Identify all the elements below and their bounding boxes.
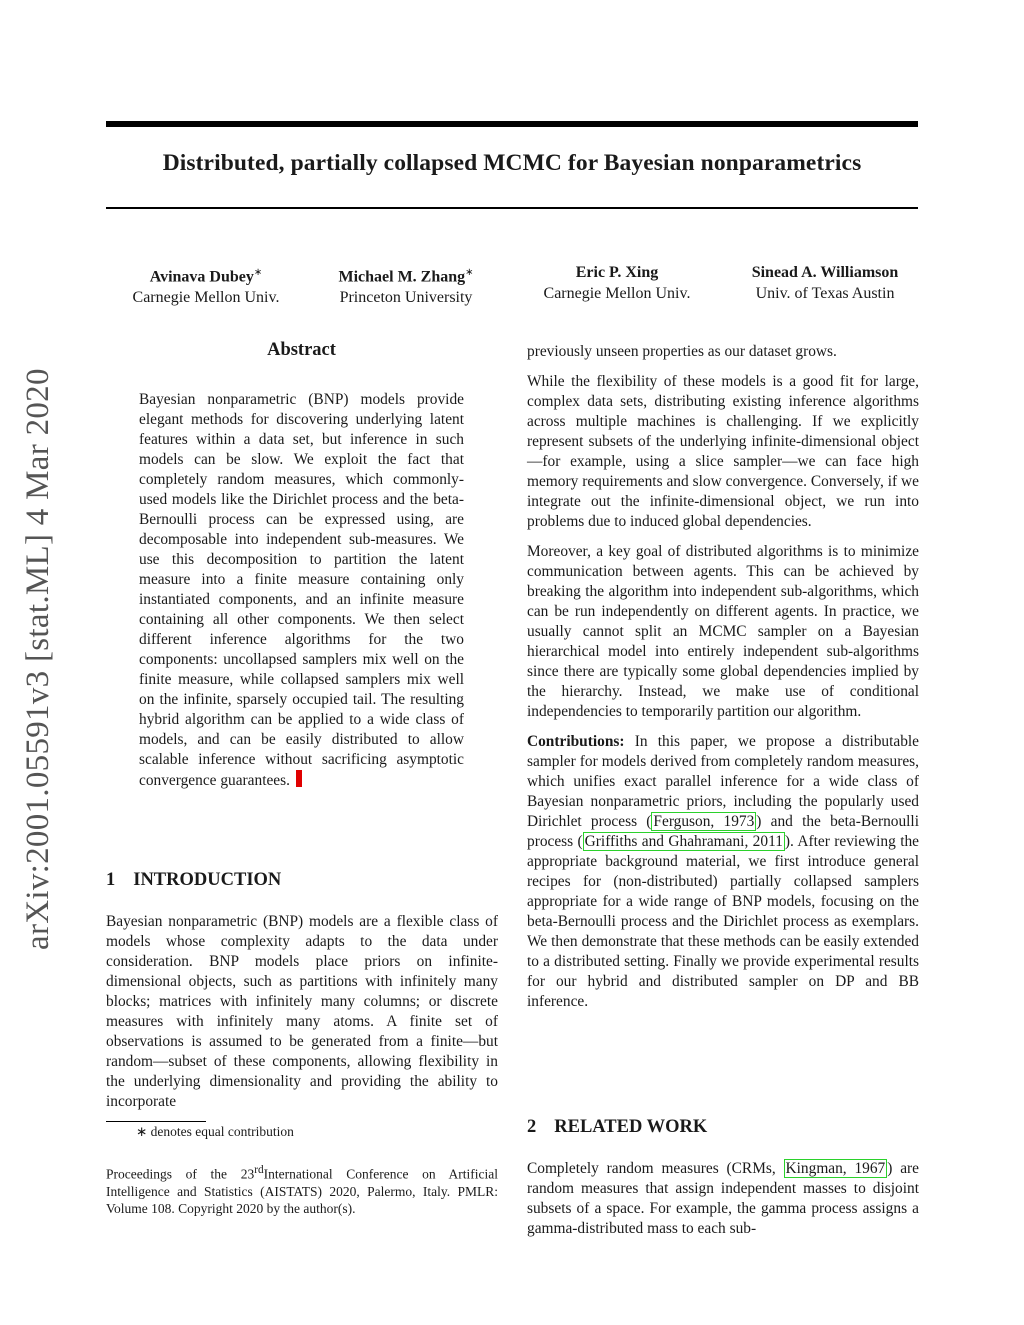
author-2 — [296, 262, 516, 308]
arxiv-stamp: arXiv:2001.05591v3 [stat.ML] 4 Mar 2020 — [20, 368, 56, 950]
author-name: Eric P. Xing — [575, 264, 659, 281]
related-work-paragraph — [527, 1159, 919, 1249]
contributions-text-2: ) and the beta-Bernoulli process ( — [527, 813, 919, 850]
author-mark: ∗ — [465, 267, 474, 278]
section-number: 2 — [527, 1117, 537, 1137]
right-column — [527, 342, 919, 1022]
contributions-text-3: ). After reviewing the appropriate background material, we first introduce general recipes for (non-distributed) partially collapsed samplers appropriate for a wide range of BNP models, focusing on the beta-Bernoulli process and the Dirichlet process as exemplars. We then demonstrate that these methods can be easily extended to a distributed setting. Finally we provide experimental results for our hybrid and distributed sampler on DP and BB inference. — [527, 833, 919, 1010]
qed-marker-icon — [296, 770, 302, 787]
continuation-text: previously unseen properties as our dataset grows. — [527, 343, 837, 360]
author-name: Sinead A. Williamson — [751, 264, 899, 281]
abstract-text: Bayesian nonparametric (BNP) models provide elegant methods for discovering underlying latent features within a data set, but inference in such models can be slow. We exploit the fact that completely random measures, which commonly-used models like the Dirichlet process and the beta-Bernoulli process can be expressed using, are decomposable into independent sub-measures. We use this decomposition to partition the latent measure into a finite measure containing only instantiated components, and an infinite measure containing all other components. We then select different inference algorithms for the two components: uncollapsed samplers mix well on the finite measure, while collapsed samplers mix well on the infinite, sparsely occupied tail. The resulting hybrid algorithm can be applied to a wide class of models, and can be easily distributed to allow scalable inference without sacrificing asymptotic convergence guarantees. — [139, 391, 464, 789]
section-title: RELATED WORK — [554, 1117, 708, 1137]
paragraph-contributions — [527, 732, 919, 1012]
related-work-text-1: Completely random measures (CRMs, — [527, 1160, 784, 1177]
author-1 — [96, 262, 316, 308]
title-bottom-rule — [106, 207, 918, 209]
section-title: INTRODUCTION — [133, 870, 282, 890]
author-affiliation: Princeton University — [339, 289, 473, 307]
author-name: Avinava Dubey — [149, 268, 254, 286]
contributions-label: Contributions: — [527, 733, 625, 750]
related-work-text — [527, 1159, 919, 1239]
intro-text: Bayesian nonparametric (BNP) models are a flexible class of models whose complexity adapts to the data under consideration. BNP models place priors on infinite-dimensional objects, such as partitions with infinitely many blocks; matrices with infinitely many columns; or discrete measures with infinitely many atoms. A finite set of observations is assumed to be generated from a finite—but random—subset of these components, allowing flexibility in the underlying dimensionality and providing the ability to incorporate — [106, 913, 498, 1110]
related-work-text-2: ) are random measures that assign independent masses to disjoint subsets of a space. For example, the gamma process assigns a gamma-distributed mass to each sub- — [527, 1160, 919, 1237]
section-1-heading — [106, 870, 281, 891]
paragraph-flexibility: While the flexibility of these models is a good fit for large, complex data sets, distributing existing inference algorithms across multiple machines is challenging. If we explicitly represent subsets of the underlying infinite-dimensional object—for example, using a slice sampler—we can face high memory requirements and slow convergence. Conversely, if we integrate out the infinite-dimensional object, we run into problems due to induced global dependencies. — [527, 373, 919, 530]
paragraph-communication: Moreover, a key goal of distributed algorithms is to minimize communication between agents. This can be achieved by breaking the algorithm into independent sub-algorithms, which can be run independently on different agents. In practice, we usually cannot split an MCMC sampler on a Bayesian hierarchical model into entirely independent sub-algorithms since there are typically some global dependencies implied by the hierarchy. Instead, we make use of conditional independencies to temporarily partition our algorithm. — [527, 543, 919, 720]
proceedings-superscript: rd — [254, 1164, 264, 1176]
footnote-rule — [106, 1121, 206, 1122]
citation-ferguson-link[interactable]: Ferguson, 1973 — [653, 813, 755, 830]
author-affiliation: Carnegie Mellon Univ. — [543, 285, 691, 302]
footnote: ∗ denotes equal contribution — [136, 1124, 294, 1139]
author-affiliation: Univ. of Texas Austin — [755, 285, 895, 302]
title-top-rule — [106, 121, 918, 127]
abstract-heading: Abstract — [267, 340, 336, 360]
section-number: 1 — [106, 870, 116, 890]
paper-title: Distributed, partially collapsed MCMC for Bayesian nonparametrics — [162, 150, 862, 176]
author-mark: ∗ — [253, 267, 263, 278]
author-name: Michael M. Zhang — [338, 268, 466, 286]
author-affiliation: Carnegie Mellon Univ. — [132, 289, 280, 307]
citation-kingman-link[interactable]: Kingman, 1967 — [785, 1160, 886, 1177]
citation-griffiths-link[interactable]: Griffiths and Ghahramani, 2011 — [584, 833, 783, 850]
abstract-body — [139, 390, 464, 791]
proceedings-text-2: International Conference on Artificial Intelligence and Statistics (AISTATS) 2020, Palermo, Italy. PMLR: Volume 108. Copyright 2020 by the author(s). — [106, 1166, 498, 1216]
contributions-text-1: In this paper, we propose a distributable sampler for models derived from completely random measures, which unifies exact parallel inference for a wide class of Bayesian nonparametric priors, including the popularly used Dirichlet process ( — [527, 733, 919, 830]
author-4 — [715, 262, 935, 304]
proceedings-text-1: Proceedings of the 23 — [106, 1166, 255, 1182]
author-3 — [507, 262, 727, 304]
intro-paragraph — [106, 912, 498, 1122]
proceedings-note — [106, 1162, 498, 1217]
section-2-heading — [527, 1117, 707, 1138]
